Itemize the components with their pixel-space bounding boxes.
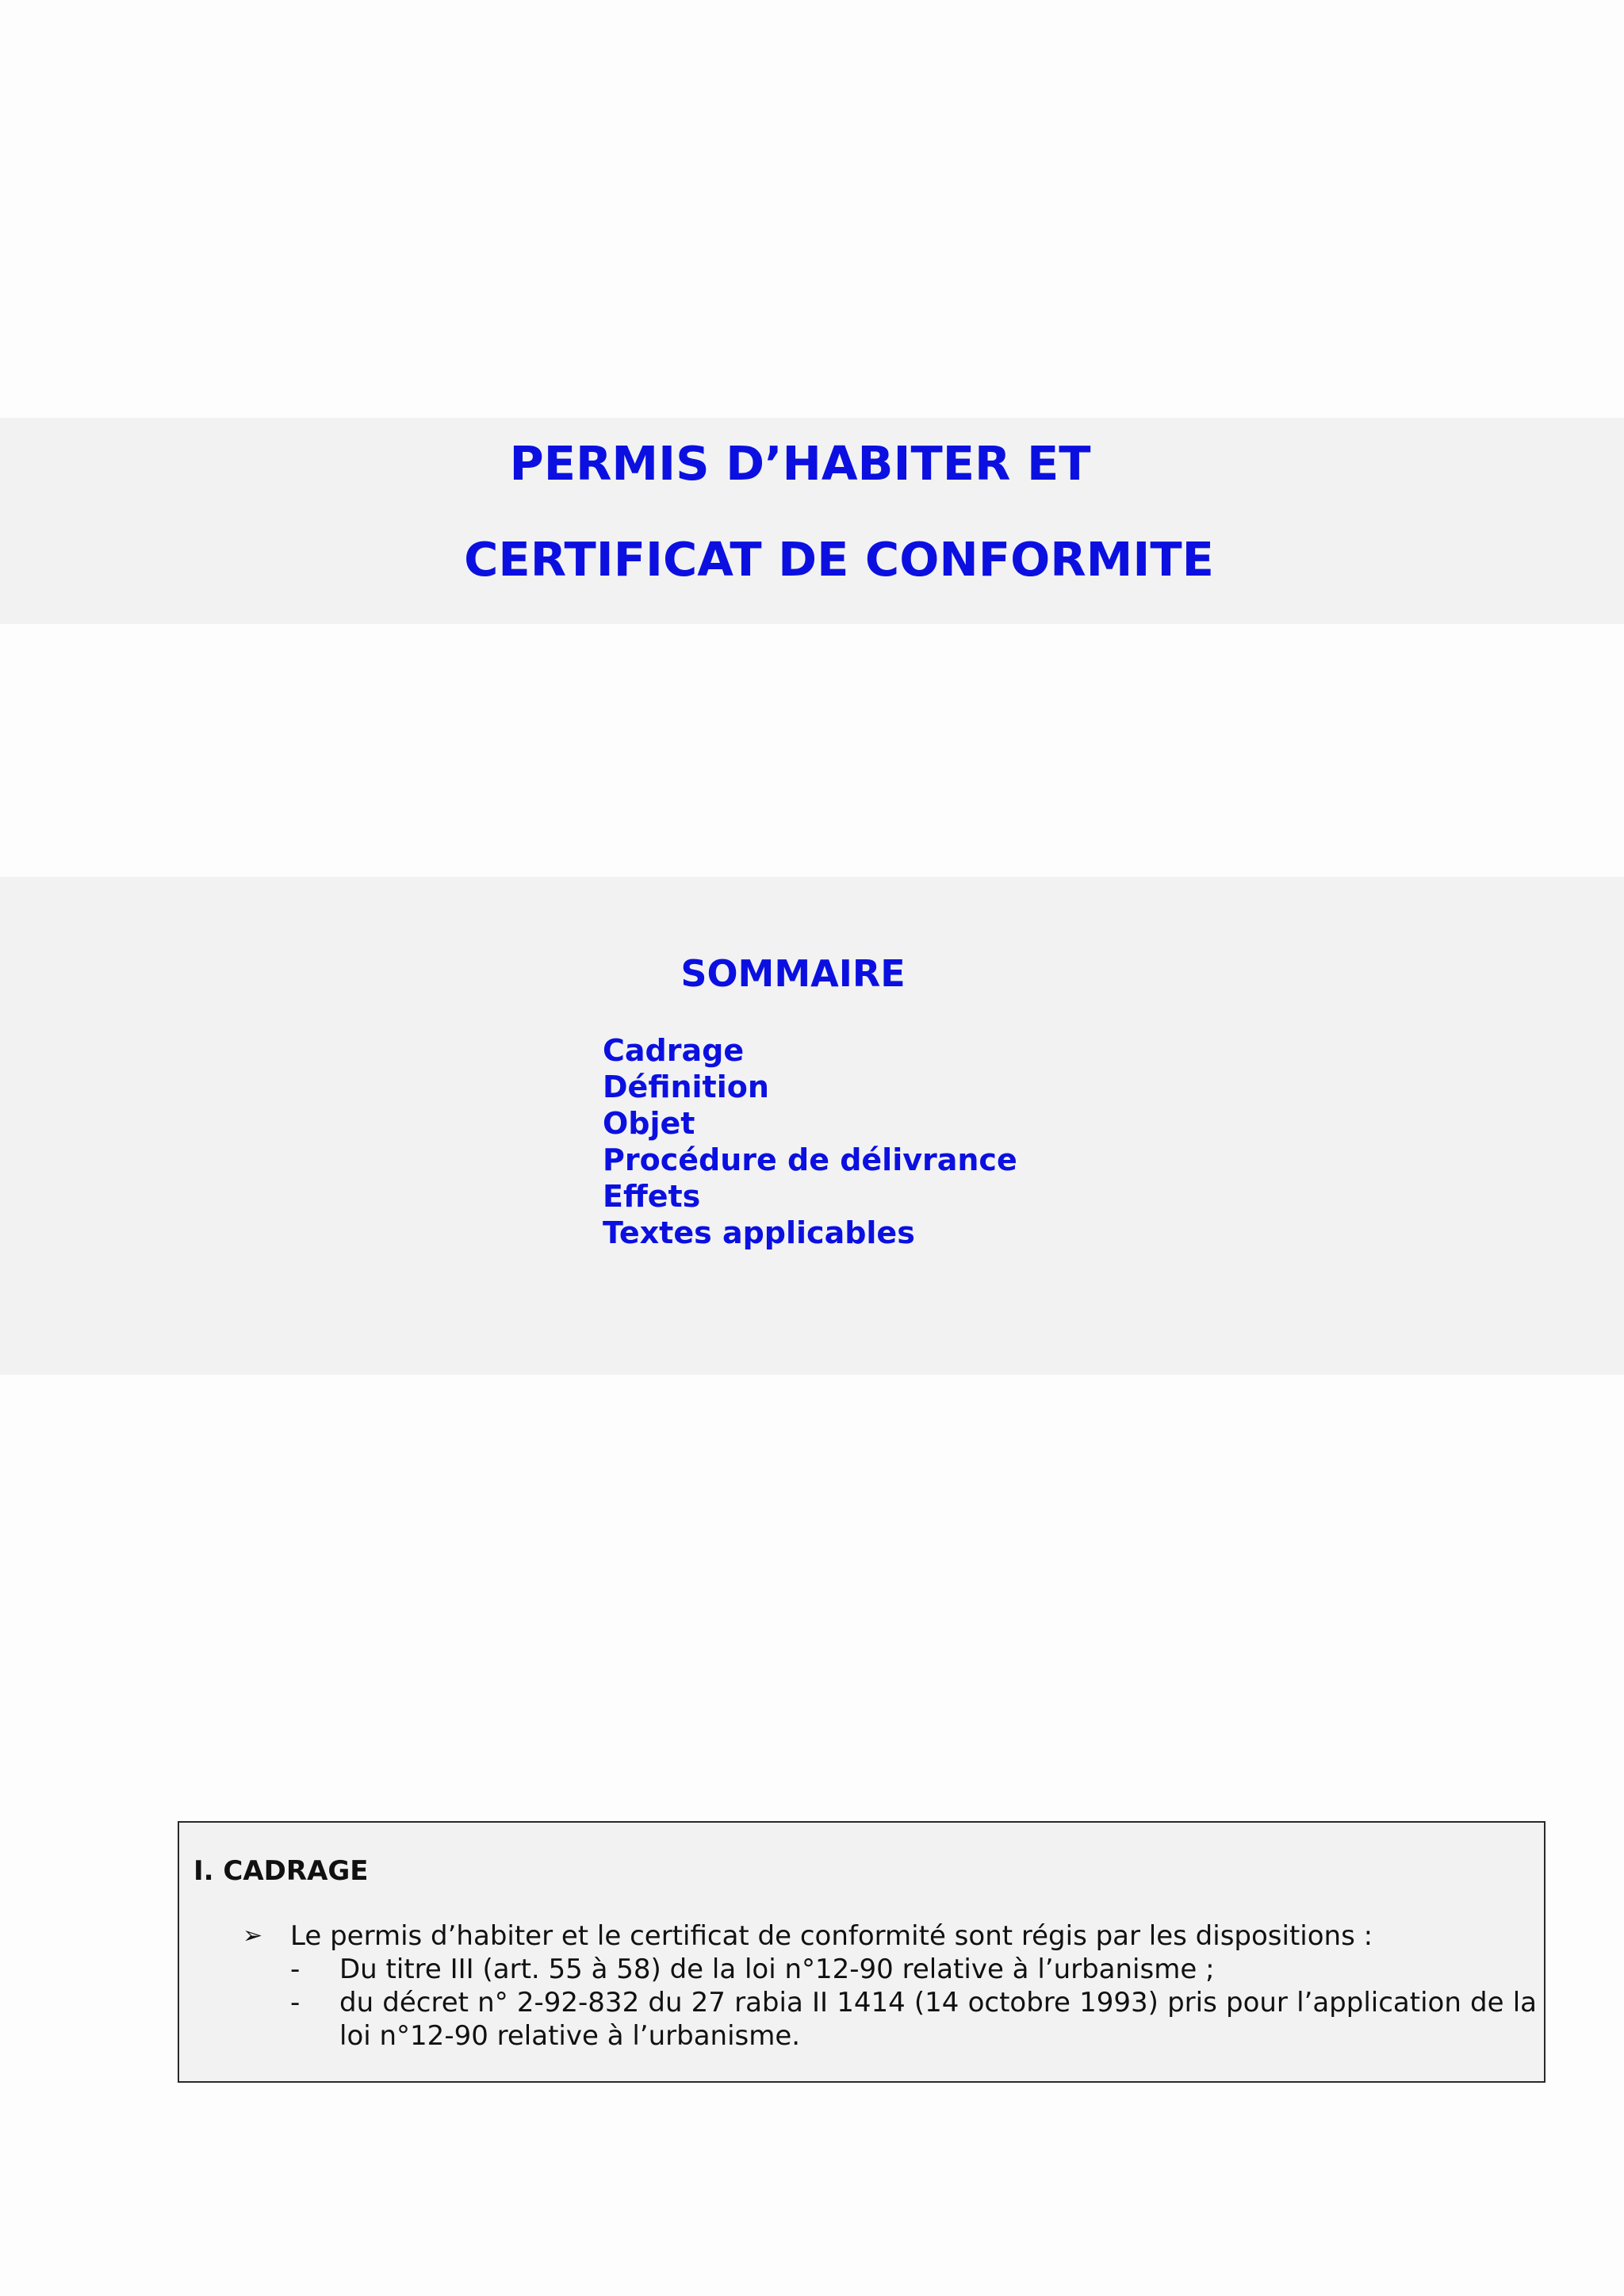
list-item: Du titre III (art. 55 à 58) de la loi n°12-90 relative à l’urbanisme ; bbox=[339, 1954, 1215, 1985]
list-item: du décret n° 2-92-832 du 27 rabia II 1414 (14 octobre 1993) pris pour l’application de la loi n°12-90 relative à l’urbanisme. bbox=[339, 1987, 1537, 2052]
toc-label: Effets bbox=[603, 1179, 701, 1214]
dash-bullet: - bbox=[290, 1954, 301, 1985]
toc-label: Cadrage bbox=[603, 1033, 745, 1068]
toc-label: Procédure de délivrance bbox=[603, 1142, 1017, 1177]
dash-bullet: - bbox=[290, 1987, 301, 2019]
cadrage-section bbox=[178, 1821, 1545, 2083]
cadrage-intro: Le permis d’habiter et le certificat de conformité sont régis par les dispositions : bbox=[290, 1920, 1373, 1952]
summary-heading: SOMMAIRE bbox=[680, 952, 906, 995]
toc-label: Définition bbox=[603, 1070, 769, 1104]
document-title-line-2: CERTIFICAT DE CONFORMITE bbox=[464, 532, 1214, 587]
toc-label: Textes applicables bbox=[603, 1215, 915, 1250]
document-title-line-1: PERMIS D’HABITER ET bbox=[509, 436, 1091, 491]
section-heading: I. CADRAGE bbox=[193, 1855, 369, 1887]
toc-label: Objet bbox=[603, 1106, 695, 1141]
arrow-bullet-icon: ➢ bbox=[243, 1922, 263, 1950]
